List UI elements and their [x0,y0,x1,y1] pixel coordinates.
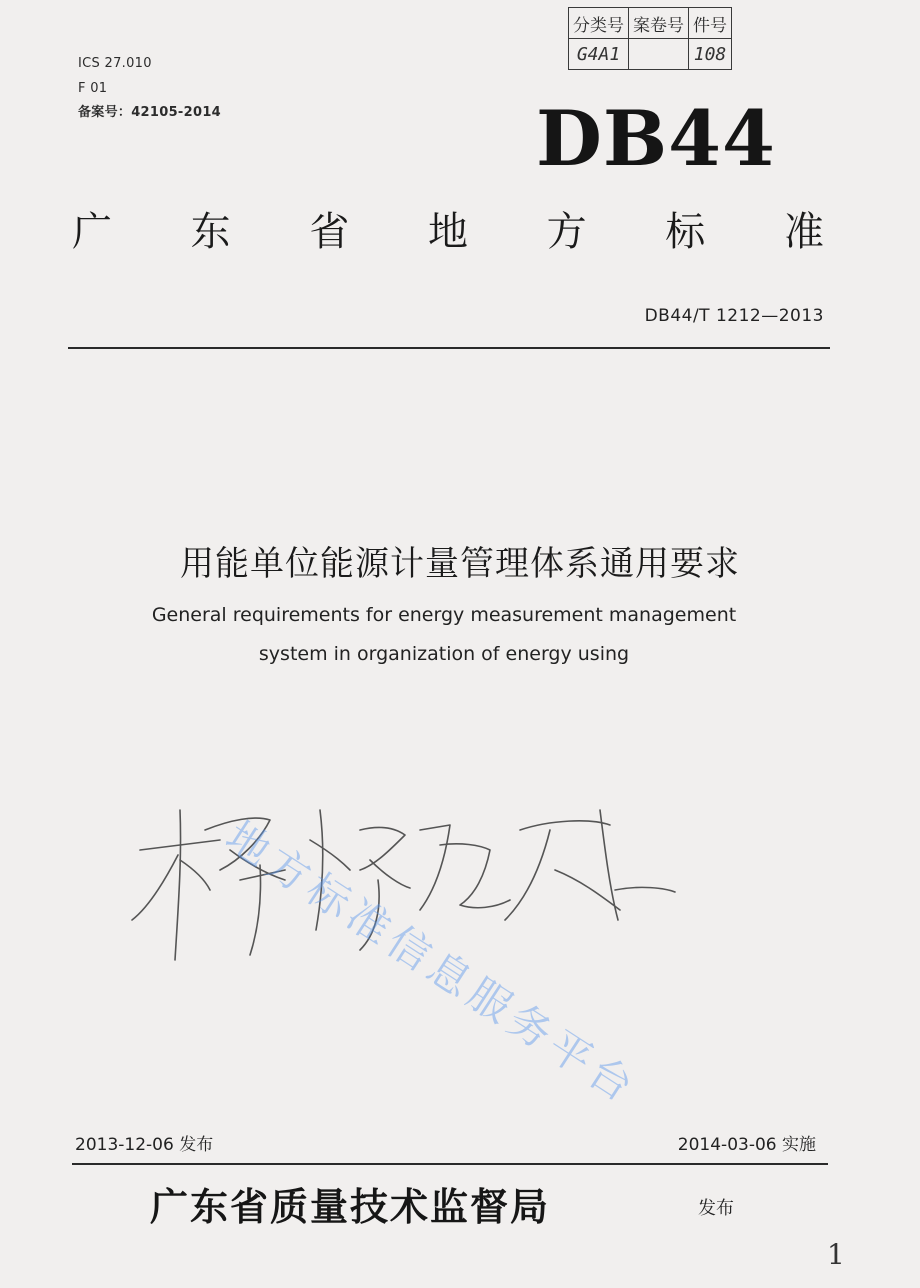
page-number: 1 [827,1238,845,1271]
doc-type-char: 省 [309,209,350,255]
doc-type-char: 标 [665,209,706,255]
standard-number: DB44/T 1212—2013 [644,306,824,326]
stamp-header-class-no: 分类号 [569,8,629,39]
implement-date: 2014-03-06 实施 [677,1135,816,1155]
doc-type-char: 方 [546,209,587,255]
bottom-divider [72,1163,828,1165]
stamp-value-item-no: 108 [689,39,732,70]
archive-stamp [568,7,732,70]
doc-type-char: 地 [427,209,468,255]
doc-type-char: 准 [783,209,824,255]
stamp-value-class-no: G4A1 [569,39,629,70]
ics-code: ICS 27.010 [78,56,152,71]
document-type-title [72,200,824,257]
doc-type-char: 东 [190,209,231,255]
doc-type-char: 广 [72,209,112,255]
title-english-line2: system in organization of energy using [258,643,630,665]
title-english-line1: General requirements for energy measurement management [151,604,737,626]
stamp-header-item-no: 件号 [689,8,732,39]
record-number: 备案号：42105-2014 [78,105,222,120]
issuing-authority: 广东省质量技术监督局 [150,1184,551,1229]
title-chinese: 用能单位能源计量管理体系通用要求 [180,544,740,584]
publish-date: 2013-12-06 发布 [75,1135,214,1155]
db44-logo: DB44 [536,94,776,183]
watermark-text: 地方标准信息服务平台 [217,811,647,1115]
stamp-value-file-no [629,39,689,70]
stamp-header-file-no: 案卷号 [629,8,689,39]
issue-label: 发布 [698,1198,734,1219]
top-divider [68,347,830,349]
ccs-code: F 01 [78,81,108,96]
